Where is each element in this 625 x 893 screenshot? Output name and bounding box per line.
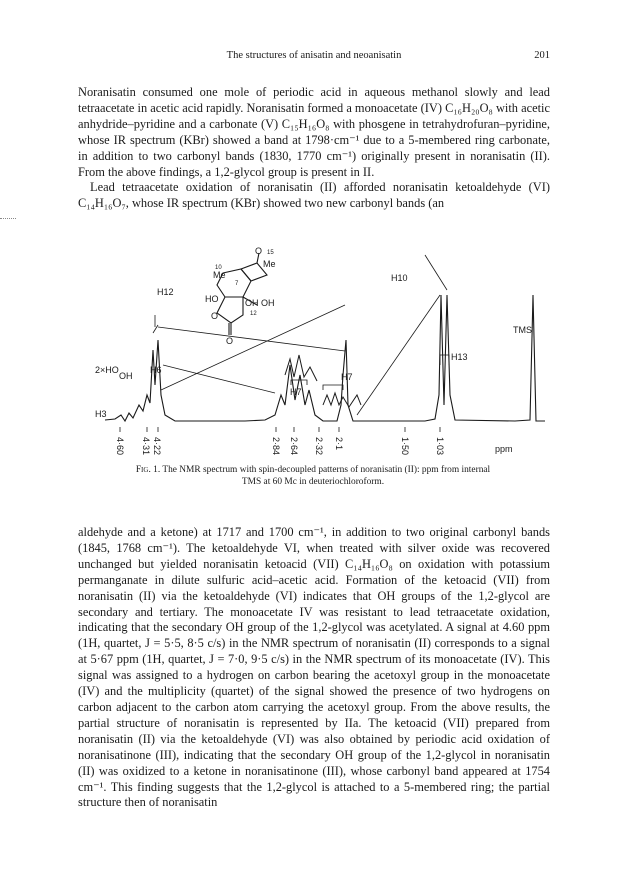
peak-label-h7: H7 xyxy=(341,372,353,382)
tick-label: 2·1 xyxy=(334,437,344,451)
structure-label-ho: HO xyxy=(205,294,219,304)
nmr-spectrum xyxy=(95,246,565,456)
bracket-marks xyxy=(291,355,449,390)
top-text-block xyxy=(78,85,550,212)
peak-label-h3: H3 xyxy=(95,409,107,419)
peak-label-tms: TMS xyxy=(513,325,532,335)
structure-label-7: 7 xyxy=(235,281,239,287)
structure-label-o: O xyxy=(211,311,219,321)
bottom-text-block xyxy=(78,525,550,811)
tick-label: 2·32 xyxy=(314,437,324,456)
tick-label: 1·50 xyxy=(400,437,410,456)
peak-label-h7: H7 xyxy=(290,387,302,397)
tick-label: 2·64 xyxy=(289,437,299,456)
tick-label: 4·60 xyxy=(115,437,125,456)
tick-label: 2·84 xyxy=(271,437,281,456)
peak-label-2xho: 2×HO xyxy=(95,365,119,375)
structure-label-oh: OH xyxy=(261,298,275,308)
margin-mark xyxy=(0,218,16,219)
peak-label-h13: H13 xyxy=(451,352,468,362)
structure-label-o: O xyxy=(255,246,263,256)
tick-label: 4·31 xyxy=(141,437,151,456)
axis-tick-labels xyxy=(115,437,445,455)
running-head xyxy=(78,50,550,66)
peak-label-oh: OH xyxy=(119,371,133,381)
paragraph: Lead tetraacetate oxidation of noranisatin (II) afforded noranisatin ketoaldehyde (VI) C₁₄H₁₆O₇, whose IR spectrum (KBr) showed two new carbonyl bands (an xyxy=(78,180,550,211)
structure-label-me: Me xyxy=(263,259,276,269)
structure-label-10: 10 xyxy=(215,265,222,271)
structure-label-15: 15 xyxy=(267,250,274,256)
paragraph: aldehyde and a ketone) at 1717 and 1700 cm⁻¹, in addition to two original carbonyl bands (1845, 1768 cm⁻¹). The ketoaldehyde VI, when treated with silver oxide was recovered unchanged but yielded noranisatin ketoacid (VII) C₁₄H₁₆O₈ on oxidation with potassium permanganate in dilute sulfuric acid–acetic acid. Formation of the ketoacid (VII) from noranisatin (II) via the ketoaldehyde (VI) indicates that OH groups of the 1,2-glycol are secondary and tertiary. The monoacetate IV was resistant to lead tetraacetate oxidation, indicating that the secondary OH group of the 1,2-glycol was acetylated. A signal at 4.60 ppm (1H, quartet, J = 5·5, 8·5 c/s) in the NMR spectrum of noranisatin (II) corresponds to a signal at 5·67 ppm (1H, quartet, J = 7·0, 9·5 c/s) in the NMR spectrum of its monoacetate (IV). This signal was assigned to a hydrogen on carbon bearing the acetoxyl group in the monoacetate (IV) and the multiplicity (quartet) of the signal showed the presence of two hydrogens on carbon adjacent to the carbon atom carrying the acetoxyl group. From the above results, the partial structure of noranisatin is represented by IIa. The ketoacid (VII) prepared from noranisatin (II) via the ketoaldehyde (VI) was also obtained by periodic acid oxidation of noranisatinone (III), indicating that the secondary OH group of the 1,2-glycol in noranisatin (II) was oxidized to a ketone in noranisatinone (III), whose carbonyl band appeared at 1754 cm⁻¹. This finding suggests that the 1,2-glycol is attached to a 5-membered ring; the partial structure then of noranisatin xyxy=(78,525,550,810)
structure-label-o: O xyxy=(226,336,234,346)
peak-label-h10: H10 xyxy=(391,273,408,283)
paragraph: Noranisatin consumed one mole of periodic acid in aqueous methanol slowly and lead tetraacetate in acetic acid rapidly. Noranisatin formed a monoacetate (IV) C₁₆H₂₀O₈ with acetic anhydride–pyridine and a carbonate (V) C₁₅H₁₆O₈ with phosgene in tetrahydrofuran–pyridine, whose IR spectrum (KBr) showed a band at 1798·cm⁻¹ due to a 5-membered ring carbonate, in addition to two carbonyl bands (1830, 1770 cm⁻¹) originally present in noranisatin (II). From the above findings, a 1,2-glycol group is present in II. xyxy=(78,85,550,179)
chemical-structure xyxy=(217,253,267,335)
axis-tick-marks xyxy=(120,427,440,432)
structure-label-oh: OH xyxy=(245,298,259,308)
figure-caption xyxy=(128,464,498,488)
nmr-figure xyxy=(95,246,565,456)
caption-label: Fig. 1. xyxy=(135,465,161,475)
caption-text: The NMR spectrum with spin-decoupled patterns of noranisatin (II): ppm from internal TMS at 60 Mc in deuteriochloroform. xyxy=(162,465,491,487)
tick-label: 1·03 xyxy=(435,437,445,456)
tick-label: 4·22 xyxy=(152,437,162,456)
running-title: The structures of anisatin and neoanisatin xyxy=(226,50,402,61)
peak-label-h6: H6 xyxy=(150,365,162,375)
page-number: 201 xyxy=(534,50,550,61)
peak-label-h12: H12 xyxy=(157,287,174,297)
structure-ring-c xyxy=(217,297,243,323)
axis-unit: ppm xyxy=(495,444,513,454)
structure-label-me: Me xyxy=(213,270,226,280)
structure-label-12: 12 xyxy=(250,311,257,317)
